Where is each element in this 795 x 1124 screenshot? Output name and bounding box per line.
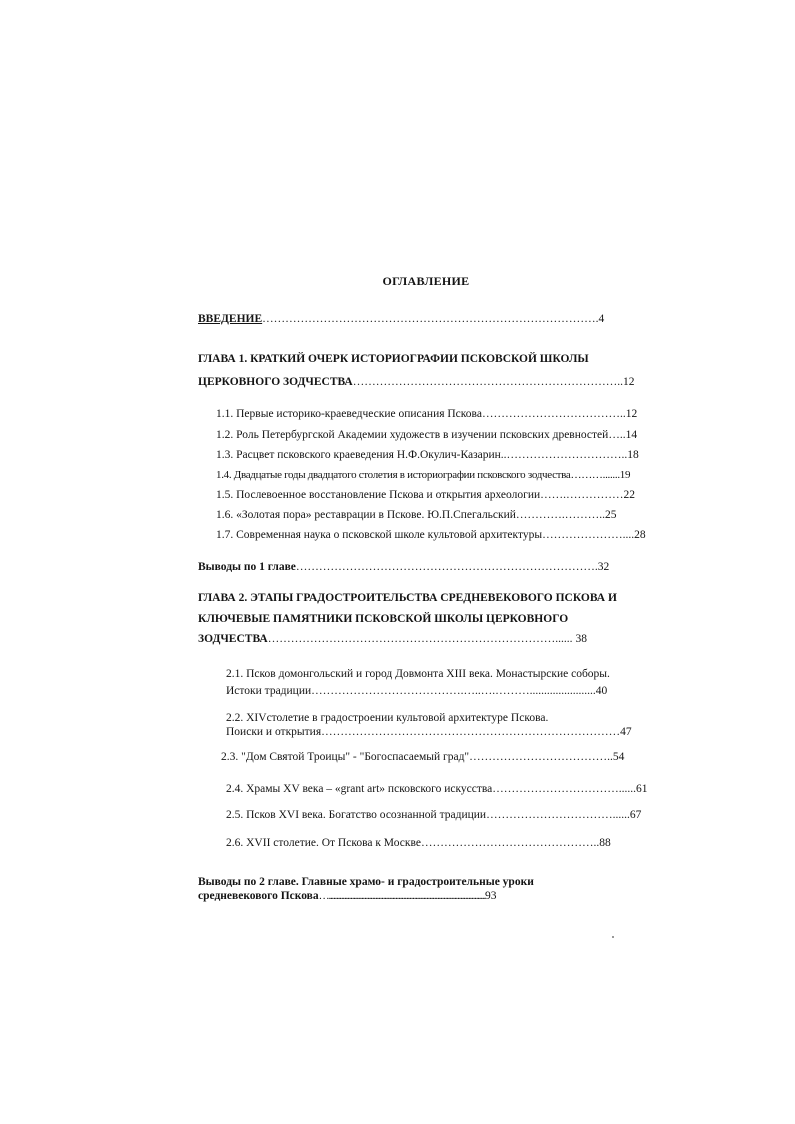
toc-conclusion-label: Выводы по 1 главе	[198, 561, 296, 573]
toc-section-dots: ..…………………………..	[500, 449, 628, 461]
toc-conclusion-dots: …………………………………………………………………….	[295, 561, 598, 573]
toc-section-dots: …….……………	[540, 489, 624, 501]
toc-conclusion-label: средневекового Пскова	[198, 890, 319, 902]
toc-chapter-2-page: 38	[575, 633, 587, 645]
toc-section-2-1-line2	[226, 684, 607, 698]
toc-section-page: 88	[599, 837, 611, 849]
toc-section-2-4	[226, 782, 648, 796]
toc-section-1-1	[216, 407, 637, 421]
toc-chapter-2-line1: ГЛАВА 2. ЭТАПЫ ГРАДОСТРОИТЕЛЬСТВА СРЕДНЕВЕКОВОГО ПСКОВА И	[198, 592, 617, 604]
toc-section-page: 47	[620, 726, 632, 738]
toc-chapter-1-dots: ……………………………………………………………..	[352, 376, 623, 388]
toc-section-2-6	[226, 836, 611, 850]
toc-section-dots: ……………………………......	[492, 783, 637, 795]
toc-section-dots: …..	[608, 429, 626, 441]
toc-section-1-5	[216, 488, 635, 502]
toc-entry-intro	[198, 312, 604, 326]
toc-section-2-1-line1: 2.1. Псков домонгольский и город Довмонта XIII века. Монастырские соборы.	[226, 668, 610, 680]
toc-section-dots: ……………………………......	[486, 809, 630, 821]
toc-section-text: 2.5. Псков XVI века. Богатство осознанной традиции	[226, 809, 487, 821]
toc-section-dots: …………………....	[542, 529, 635, 541]
toc-section-page: 25	[605, 509, 617, 521]
toc-section-text: 2.4. Храмы XV века – «grant art» псковского искусства	[226, 783, 493, 795]
toc-section-dots: ……………………………………………………………………	[321, 726, 621, 738]
toc-section-1-4	[216, 468, 630, 482]
toc-section-1-3	[216, 448, 639, 462]
toc-intro-dots: …………………………………………………………………………….	[262, 313, 599, 325]
toc-section-1-6	[216, 508, 617, 522]
toc-intro-page: 4	[598, 313, 605, 325]
toc-section-page: 61	[636, 783, 648, 795]
toc-section-dots: ………………………………..	[469, 751, 613, 763]
toc-section-1-7	[216, 528, 646, 542]
toc-section-page: 28	[634, 529, 646, 541]
toc-intro-label: ВВЕДЕНИЕ	[198, 313, 263, 325]
toc-section-text: 2.6. XVII столетие. От Пскова к Москве	[226, 837, 421, 849]
toc-chapter-1-page: 12	[623, 376, 635, 388]
toc-chapter-2-conclusion-line2	[198, 889, 497, 903]
toc-section-page: 18	[627, 449, 639, 461]
toc-section-page: 54	[612, 751, 625, 763]
toc-conclusion-page: 32	[597, 561, 610, 573]
toc-section-text: 2.3. "Дом Святой Троицы" - "Богоспасаемый град"	[221, 751, 470, 763]
toc-section-text: 1.2. Роль Петербургской Академии художеств в изучении псковских древностей	[216, 429, 609, 441]
toc-section-page: 67	[629, 809, 642, 821]
toc-section-page: 40	[595, 685, 608, 697]
toc-section-dots: ………….………..	[515, 509, 606, 521]
toc-chapter-1-title-end: ЦЕРКОВНОГО ЗОДЧЕСТВА	[198, 376, 353, 388]
toc-section-dots: ………………………………….…..….……….......................	[311, 685, 596, 697]
toc-chapter-2-line3	[198, 632, 587, 646]
toc-chapter-2-conclusion-line1: Выводы по 2 главе. Главные храмо- и градостроительные уроки	[198, 876, 534, 888]
toc-section-dots: ………………………………………..	[420, 837, 600, 849]
toc-section-text: 1.5. Послевоенное восстановление Пскова и открытия археологии	[216, 489, 541, 501]
toc-conclusion-dots: ….....................................................................................................	[318, 890, 486, 902]
toc-chapter-2-title-end: ЗОДЧЕСТВА	[198, 633, 268, 645]
toc-section-page: 22	[623, 489, 636, 501]
toc-section-2-5	[226, 808, 641, 822]
toc-section-2-2-line1: 2.2. XIVстолетие в градостроении культовой архитектуре Пскова.	[226, 712, 549, 724]
toc-section-dots: ………………………………..	[481, 408, 626, 420]
toc-section-page: 19	[619, 469, 631, 481]
toc-chapter-1-line1: ГЛАВА 1. КРАТКИЙ ОЧЕРК ИСТОРИОГРАФИИ ПСКОВСКОЙ ШКОЛЫ	[198, 353, 589, 365]
toc-section-2-3	[221, 750, 624, 764]
toc-section-text: 1.4. Двадцатые годы двадцатого столетия в историографии псковского зодчества	[216, 469, 571, 481]
toc-section-dots: ……….......	[570, 469, 620, 481]
toc-section-text: Истоки традиции	[226, 685, 312, 697]
scan-speck	[612, 936, 614, 938]
toc-chapter-1-line2	[198, 375, 635, 389]
toc-section-text: 1.1. Первые историко-краеведческие описания Пскова	[216, 408, 482, 420]
toc-section-text: 1.7. Современная наука о псковской школе культовой архитектуры	[216, 529, 543, 541]
toc-section-2-2-line2	[226, 725, 632, 739]
toc-section-page: 14	[625, 429, 638, 441]
toc-section-page: 12	[625, 408, 638, 420]
toc-chapter-1-conclusion	[198, 560, 609, 574]
toc-section-text: Поиски и открытия	[226, 726, 322, 738]
toc-section-1-2	[216, 428, 637, 442]
toc-conclusion-page: 93	[485, 890, 497, 902]
toc-title: ОГЛАВЛЕНИЕ	[382, 274, 470, 288]
toc-section-text: 1.3. Расцвет псковского краеведения Н.Ф.Окулич-Казарин	[216, 449, 501, 461]
toc-section-text: 1.6. «Золотая пора» реставрации в Пскове. Ю.П.Спегальский	[216, 509, 516, 521]
toc-chapter-2-dots: …………………………………………………………………......	[267, 633, 573, 645]
toc-chapter-2-line2: КЛЮЧЕВЫЕ ПАМЯТНИКИ ПСКОВСКОЙ ШКОЛЫ ЦЕРКОВНОГО	[198, 613, 569, 625]
